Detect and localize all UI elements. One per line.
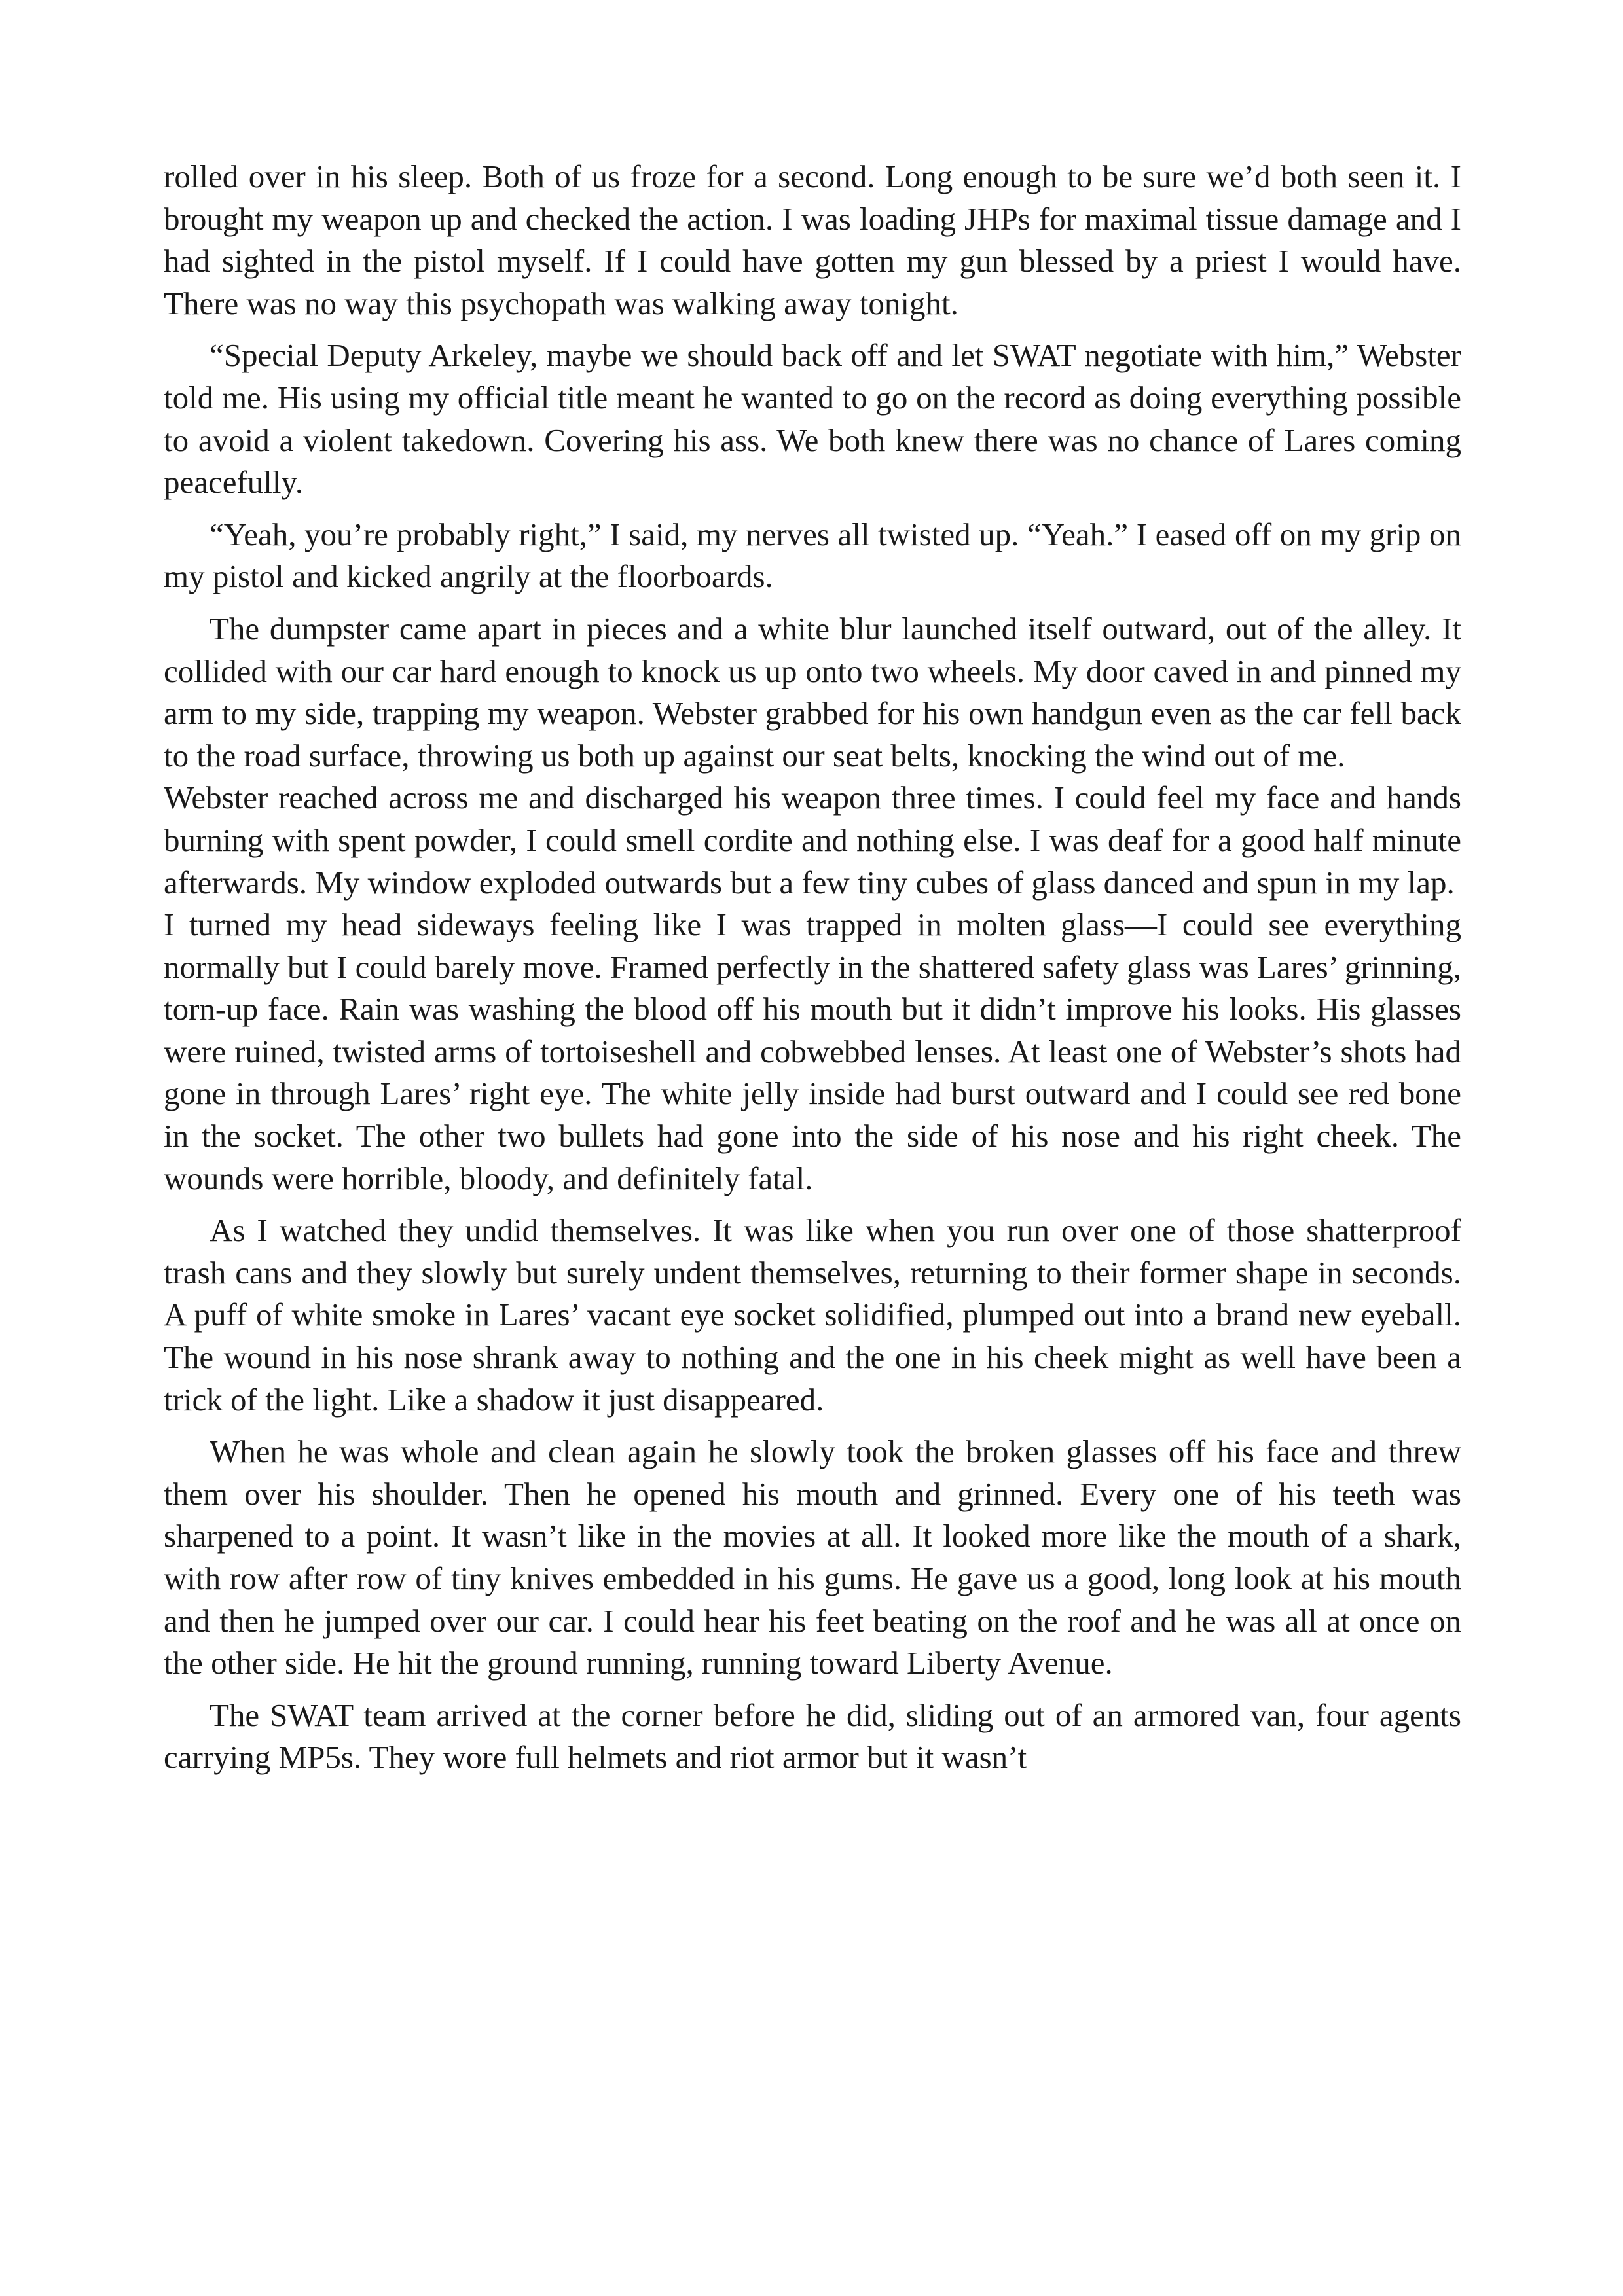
paragraph-1: rolled over in his sleep. Both of us froze for a second. Long enough to be sure we’d both seen it. I brought my weapon up and checked the action. I was loading JHPs for maximal tissue damage and I had sighted in the pistol myself. If I could have gotten my gun blessed by a priest I would have. There was no way this psychopath was walking away tonight.: [164, 158, 1461, 321]
paragraph-3: “Yeah, you’re probably right,” I said, my nerves all twisted up. “Yeah.” I eased off on my grip on my pistol and kicked angrily at the floorboards.: [164, 516, 1461, 595]
paragraph-6: I turned my head sideways feeling like I was trapped in molten glass—I could see everything normally but I could barely move. Framed perfectly in the shattered safety glass was Lares’ grinning, torn-up face. Rain was washing the blood off his mouth but it didn’t improve his looks. His glasses were ruined, twisted arms of tortoiseshell and cobwebbed lenses. At least one of Webster’s shots had gone in through Lares’ right eye. The white jelly inside had burst outward and I could see red bone in the socket. The other two bullets had gone into the side of his nose and his right cheek. The wounds were horrible, bloody, and definitely fatal.: [164, 906, 1461, 1196]
paragraph-8: When he was whole and clean again he slowly took the broken glasses off his face and threw them over his shoulder. Then he opened his mouth and grinned. Every one of his teeth was sharpened to a point. It wasn’t like in the movies at all. It looked more like the mouth of a shark, with row after row of tiny knives embedded in his gums. He gave us a good, long look at his mouth and then he jumped over our car. I could hear his feet beating on the roof and he was all at once on the other side. He hit the ground running, running toward Liberty Avenue.: [164, 1433, 1461, 1681]
paragraph-2: “Special Deputy Arkeley, maybe we should back off and let SWAT negotiate with him,” Webster told me. His using my official title meant he wanted to go on the record as doing everything possible to avoid a violent takedown. Covering his ass. We both knew there was no chance of Lares coming peacefully.: [164, 337, 1461, 501]
paragraph-9: The SWAT team arrived at the corner before he did, sliding out of an armored van, four agents carrying MP5s. They wore full helmets and riot armor but it wasn’t: [164, 1696, 1461, 1776]
paragraph-7: As I watched they undid themselves. It was like when you run over one of those shatterproof trash cans and they slowly but surely undent themselves, returning to their former shape in seconds. A puff of white smoke in Lares’ vacant eye socket solidified, plumped out into a brand new eyeball. The wound in his nose shrank away to nothing and the one in his cheek might as well have been a trick of the light. Like a shadow it just disappeared.: [164, 1212, 1461, 1418]
paragraph-5: Webster reached across me and discharged his weapon three times. I could feel my face and hands burning with spent powder, I could smell cordite and nothing else. I was deaf for a good half minute afterwards. My window exploded outwards but a few tiny cubes of glass danced and spun in my lap.: [164, 780, 1461, 901]
document-page: [164, 156, 1461, 1779]
paragraph-4: The dumpster came apart in pieces and a white blur launched itself outward, out of the alley. It collided with our car hard enough to knock us up onto two wheels. My door caved in and pinned my arm to my side, trapping my weapon. Webster grabbed for his own handgun even as the car fell back to the road surface, throwing us both up against our seat belts, knocking the wind out of me.: [164, 610, 1461, 774]
